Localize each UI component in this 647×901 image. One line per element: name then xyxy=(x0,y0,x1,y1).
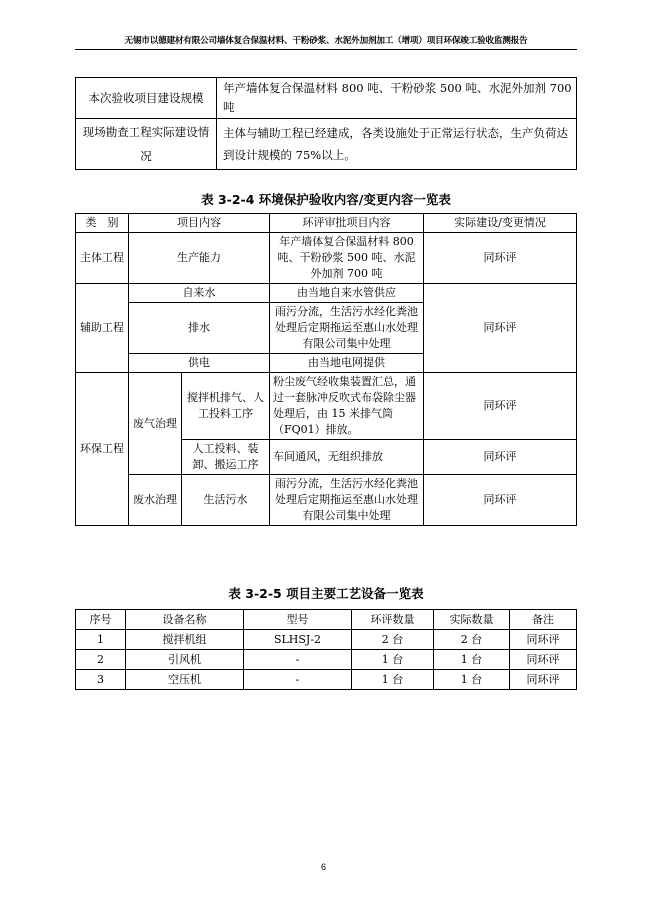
col-header: 型号 xyxy=(244,610,352,630)
equipment-table xyxy=(75,609,577,690)
col-header: 备注 xyxy=(510,610,577,630)
table-cell: - xyxy=(244,650,352,670)
table-cell: 空压机 xyxy=(126,670,244,690)
actual-cell: 同环评 xyxy=(424,284,577,373)
col-header: 类 别 xyxy=(76,214,129,233)
table-row xyxy=(76,670,577,690)
survey-label: 现场勘查工程实际建设情况 xyxy=(76,119,217,170)
actual-cell: 同环评 xyxy=(424,373,577,440)
actual-cell: 同环评 xyxy=(424,475,577,526)
table-caption: 表 3-2-5 项目主要工艺设备一览表 xyxy=(228,586,424,601)
table-row xyxy=(76,650,577,670)
table-cell: 同环评 xyxy=(510,630,577,650)
item-cell: 生产能力 xyxy=(129,233,270,284)
item-cell: 自来水 xyxy=(129,284,270,303)
table-row xyxy=(76,373,577,440)
table-row xyxy=(76,284,577,303)
approved-cell: 雨污分流，生活污水经化粪池处理后定期拖运至惠山水处理有限公司集中处理 xyxy=(270,475,424,526)
approved-cell: 粉尘废气经收集装置汇总，通过一套脉冲反吹式布袋除尘器处理后，由 15 米排气筒（FQ01）排放。 xyxy=(270,373,424,440)
table-cell: 1 台 xyxy=(434,650,510,670)
page-number: 6 xyxy=(320,862,326,872)
env-acceptance-table xyxy=(75,213,577,526)
category-cell: 环保工程 xyxy=(76,373,129,526)
table-cell: - xyxy=(244,670,352,690)
item-cell: 人工投料、装卸、搬运工序 xyxy=(182,440,270,475)
col-header: 序号 xyxy=(76,610,126,630)
subcategory-cell: 废水治理 xyxy=(129,475,182,526)
approved-cell: 车间通风，无组织排放 xyxy=(270,440,424,475)
table-header-row xyxy=(76,610,577,630)
table-caption: 表 3-2-4 环境保护验收内容/变更内容一览表 xyxy=(201,192,451,207)
table-cell: 2 台 xyxy=(434,630,510,650)
subcategory-cell: 废气治理 xyxy=(129,373,182,475)
col-header: 环评审批项目内容 xyxy=(270,214,424,233)
table-row xyxy=(76,233,577,284)
table-cell: SLHSJ-2 xyxy=(244,630,352,650)
category-cell: 辅助工程 xyxy=(76,284,129,373)
table-cell: 2 台 xyxy=(352,630,434,650)
table-cell: 同环评 xyxy=(510,670,577,690)
item-cell: 搅拌机排气、人工投料工序 xyxy=(182,373,270,440)
table-cell: 引风机 xyxy=(126,650,244,670)
col-header: 实际数量 xyxy=(434,610,510,630)
approved-cell: 雨污分流，生活污水经化粪池处理后定期拖运至惠山水处理有限公司集中处理 xyxy=(270,303,424,354)
report-header: 无锡市以德建材有限公司墙体复合保温材料、干粉砂浆、水泥外加剂加工（增项）项目环保竣工验收监测报告 xyxy=(124,36,528,46)
item-cell: 供电 xyxy=(129,354,270,373)
approved-cell: 年产墙体复合保温材料 800 吨、干粉砂浆 500 吨、水泥外加剂 700 吨 xyxy=(270,233,424,284)
scale-value: 年产墙体复合保温材料 800 吨、干粉砂浆 500 吨、水泥外加剂 700 吨 xyxy=(217,78,577,119)
table-cell: 3 xyxy=(76,670,126,690)
item-cell: 生活污水 xyxy=(182,475,270,526)
table-cell: 2 xyxy=(76,650,126,670)
col-header: 项目内容 xyxy=(129,214,270,233)
col-header: 实际建设/变更情况 xyxy=(424,214,577,233)
table-cell: 1 xyxy=(76,630,126,650)
approved-cell: 由当地电网提供 xyxy=(270,354,424,373)
item-cell: 排水 xyxy=(129,303,270,354)
actual-cell: 同环评 xyxy=(424,233,577,284)
scale-table xyxy=(75,77,577,170)
col-header: 环评数量 xyxy=(352,610,434,630)
table-cell: 1 台 xyxy=(352,670,434,690)
table-cell: 同环评 xyxy=(510,650,577,670)
table-row xyxy=(76,630,577,650)
approved-cell: 由当地自来水管供应 xyxy=(270,284,424,303)
survey-value: 主体与辅助工程已经建成，各类设施处于正常运行状态，生产负荷达到设计规模的 75%以上。 xyxy=(217,119,577,170)
table-row xyxy=(76,475,577,526)
table-cell: 搅拌机组 xyxy=(126,630,244,650)
table-row xyxy=(76,78,577,119)
table-row xyxy=(76,119,577,170)
scale-label: 本次验收项目建设规模 xyxy=(76,78,217,119)
category-cell: 主体工程 xyxy=(76,233,129,284)
header-rule xyxy=(75,49,577,50)
table-header-row xyxy=(76,214,577,233)
table-cell: 1 台 xyxy=(352,650,434,670)
actual-cell: 同环评 xyxy=(424,440,577,475)
col-header: 设备名称 xyxy=(126,610,244,630)
table-cell: 1 台 xyxy=(434,670,510,690)
